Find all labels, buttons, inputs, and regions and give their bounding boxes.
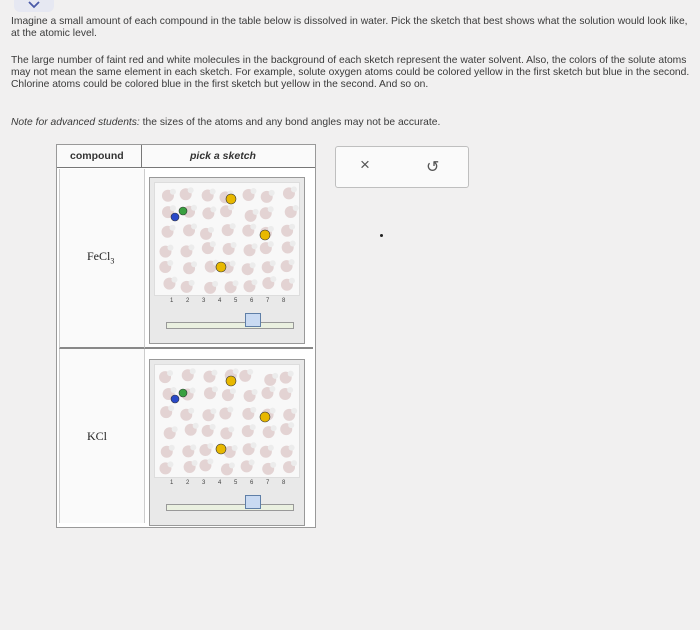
formula-main: FeCl — [87, 249, 111, 263]
water-hydrogen — [268, 226, 274, 232]
formula-subscript: 3 — [110, 256, 115, 266]
instruction-paragraph-2: The large number of faint red and white molecules in the background of each sketch represent the water solvent. Also, the colors of the solute atoms may not mean the same element in each sketch. For example, solute oxygen atoms could be colored yellow in the first sketch but blue in the second. Chlorine atoms could be colored blue in the first sketch but yellow in the second. And so on. — [11, 55, 690, 90]
water-hydrogen — [230, 388, 236, 394]
advanced-note-label: Note for advanced students: — [11, 117, 140, 128]
water-hydrogen — [270, 462, 276, 468]
scale-tick-labels — [160, 480, 294, 490]
water-hydrogen — [167, 370, 173, 376]
scale-track — [166, 504, 294, 511]
water-hydrogen — [212, 386, 218, 392]
molecule-field-2 — [155, 365, 299, 477]
water-hydrogen — [211, 370, 217, 376]
water-hydrogen — [290, 240, 296, 246]
instruction-paragraph-1: Imagine a small amount of each compound in the table below is dissolved in water. Pick the sketch that best shows what the solution would look like, at the atomic level. — [11, 16, 688, 39]
scale-track — [166, 322, 294, 329]
solute-atom — [226, 194, 236, 204]
water-hydrogen — [228, 426, 234, 432]
solute-atom — [216, 262, 226, 272]
water-hydrogen — [291, 186, 297, 192]
advanced-note — [11, 117, 691, 129]
water-hydrogen — [167, 260, 173, 266]
water-hydrogen — [230, 260, 236, 266]
water-hydrogen — [207, 458, 213, 464]
water-hydrogen — [268, 445, 274, 451]
scale-handle[interactable] — [245, 495, 261, 509]
water-hydrogen — [212, 281, 218, 287]
water-hydrogen — [210, 189, 216, 195]
water-hydrogen — [270, 408, 276, 414]
table-row-2-sketch — [145, 349, 313, 523]
water-hydrogen — [269, 386, 275, 392]
water-hydrogen — [207, 443, 213, 449]
water-hydrogen — [288, 371, 294, 377]
water-hydrogen — [291, 460, 297, 466]
water-hydrogen — [170, 225, 176, 231]
scale-tick-label: 5 — [234, 480, 238, 486]
compound-formula-fecl3 — [87, 249, 114, 265]
water-hydrogen — [191, 223, 197, 229]
water-hydrogen — [270, 276, 276, 282]
chevron-down-icon — [28, 1, 40, 9]
water-hydrogen — [210, 206, 216, 212]
water-hydrogen — [193, 423, 199, 429]
molecule-field-1 — [155, 183, 299, 295]
stray-dot — [380, 234, 383, 237]
solute-atom — [171, 213, 179, 221]
solute-atom — [260, 230, 270, 240]
solute-atom — [216, 444, 226, 454]
water-hydrogen — [271, 425, 277, 431]
water-hydrogen — [208, 227, 214, 233]
water-hydrogen — [210, 408, 216, 414]
scale-tick-label: 1 — [170, 480, 174, 486]
water-hydrogen — [189, 280, 195, 286]
water-hydrogen — [188, 187, 194, 193]
water-hydrogen — [170, 189, 176, 195]
table-header — [57, 145, 315, 168]
water-hydrogen — [289, 224, 295, 230]
water-hydrogen — [231, 242, 237, 248]
scale-tick-label: 3 — [202, 298, 206, 304]
water-hydrogen — [192, 460, 198, 466]
water-hydrogen — [250, 407, 256, 413]
compound-formula-kcl — [87, 429, 107, 445]
scale-tick-label: 8 — [282, 298, 286, 304]
water-hydrogen — [190, 444, 196, 450]
sketch-view-2 — [154, 364, 300, 478]
scale-tick-label: 7 — [266, 480, 270, 486]
sketch-view-1 — [154, 182, 300, 296]
sketch-scale-2 — [160, 480, 294, 522]
water-hydrogen — [227, 407, 233, 413]
water-hydrogen — [293, 205, 299, 211]
header-pick-sketch: pick a sketch — [190, 150, 256, 162]
water-hydrogen — [228, 204, 234, 210]
header-divider — [141, 145, 142, 167]
water-hydrogen — [233, 280, 239, 286]
water-hydrogen — [188, 244, 194, 250]
formula-main: KCl — [87, 429, 108, 443]
water-hydrogen — [230, 223, 236, 229]
water-hydrogen — [251, 188, 257, 194]
header-compound: compound — [70, 150, 124, 162]
water-hydrogen — [251, 279, 257, 285]
water-hydrogen — [247, 369, 253, 375]
water-hydrogen — [172, 426, 178, 432]
water-hydrogen — [249, 459, 255, 465]
scale-tick-label: 5 — [234, 298, 238, 304]
molecular-sketch-1[interactable] — [149, 177, 305, 344]
water-hydrogen — [232, 445, 238, 451]
water-hydrogen — [190, 368, 196, 374]
sketch-scale-1 — [160, 298, 294, 340]
water-hydrogen — [272, 373, 278, 379]
water-hydrogen — [170, 205, 176, 211]
water-hydrogen — [289, 445, 295, 451]
water-hydrogen — [167, 245, 173, 251]
table-row-1-compound — [59, 169, 145, 349]
water-hydrogen — [291, 408, 297, 414]
water-hydrogen — [210, 241, 216, 247]
undo-icon[interactable]: ↺ — [426, 159, 440, 176]
scale-tick-label: 1 — [170, 298, 174, 304]
water-hydrogen — [289, 278, 295, 284]
water-hydrogen — [191, 261, 197, 267]
scale-tick-label: 4 — [218, 298, 222, 304]
water-hydrogen — [252, 389, 258, 395]
scale-tick-label: 2 — [186, 298, 190, 304]
water-hydrogen — [190, 387, 196, 393]
collapse-tab[interactable] — [14, 0, 54, 12]
advanced-note-text: the sizes of the atoms and any bond angles may not be accurate. — [139, 117, 441, 128]
solute-atom — [260, 412, 270, 422]
water-hydrogen — [253, 209, 259, 215]
molecular-sketch-2[interactable] — [149, 359, 305, 526]
water-hydrogen — [171, 277, 177, 283]
water-hydrogen — [252, 243, 258, 249]
water-hydrogen — [289, 259, 295, 265]
solute-atom — [171, 395, 179, 403]
scale-tick-label: 2 — [186, 480, 190, 486]
scale-tick-labels — [160, 298, 294, 308]
scale-tick-label: 6 — [250, 480, 254, 486]
scale-tick-label: 3 — [202, 480, 206, 486]
water-hydrogen — [167, 461, 173, 467]
scale-tick-label: 4 — [218, 480, 222, 486]
water-hydrogen — [191, 205, 197, 211]
scale-tick-label: 7 — [266, 298, 270, 304]
solute-atom — [226, 376, 236, 386]
scale-handle[interactable] — [245, 313, 261, 327]
water-hydrogen — [269, 190, 275, 196]
water-hydrogen — [268, 241, 274, 247]
water-hydrogen — [250, 424, 256, 430]
water-hydrogen — [250, 224, 256, 230]
water-hydrogen — [171, 387, 177, 393]
table-row-1-sketch — [145, 169, 313, 349]
water-hydrogen — [210, 424, 216, 430]
water-hydrogen — [169, 445, 175, 451]
water-hydrogen — [188, 408, 194, 414]
water-hydrogen — [168, 405, 174, 411]
close-icon[interactable]: × — [360, 155, 370, 174]
scale-tick-label: 6 — [250, 298, 254, 304]
water-hydrogen — [270, 260, 276, 266]
table-row-2-compound — [59, 349, 145, 523]
water-hydrogen — [233, 368, 239, 374]
solute-atom — [179, 207, 187, 215]
water-hydrogen — [268, 206, 274, 212]
scale-tick-label: 8 — [282, 480, 286, 486]
answer-tools — [335, 146, 469, 188]
solute-atom — [179, 389, 187, 397]
water-hydrogen — [287, 387, 293, 393]
water-hydrogen — [251, 442, 257, 448]
compound-table — [56, 144, 316, 528]
water-hydrogen — [250, 262, 256, 268]
water-hydrogen — [229, 462, 235, 468]
water-hydrogen — [288, 422, 294, 428]
